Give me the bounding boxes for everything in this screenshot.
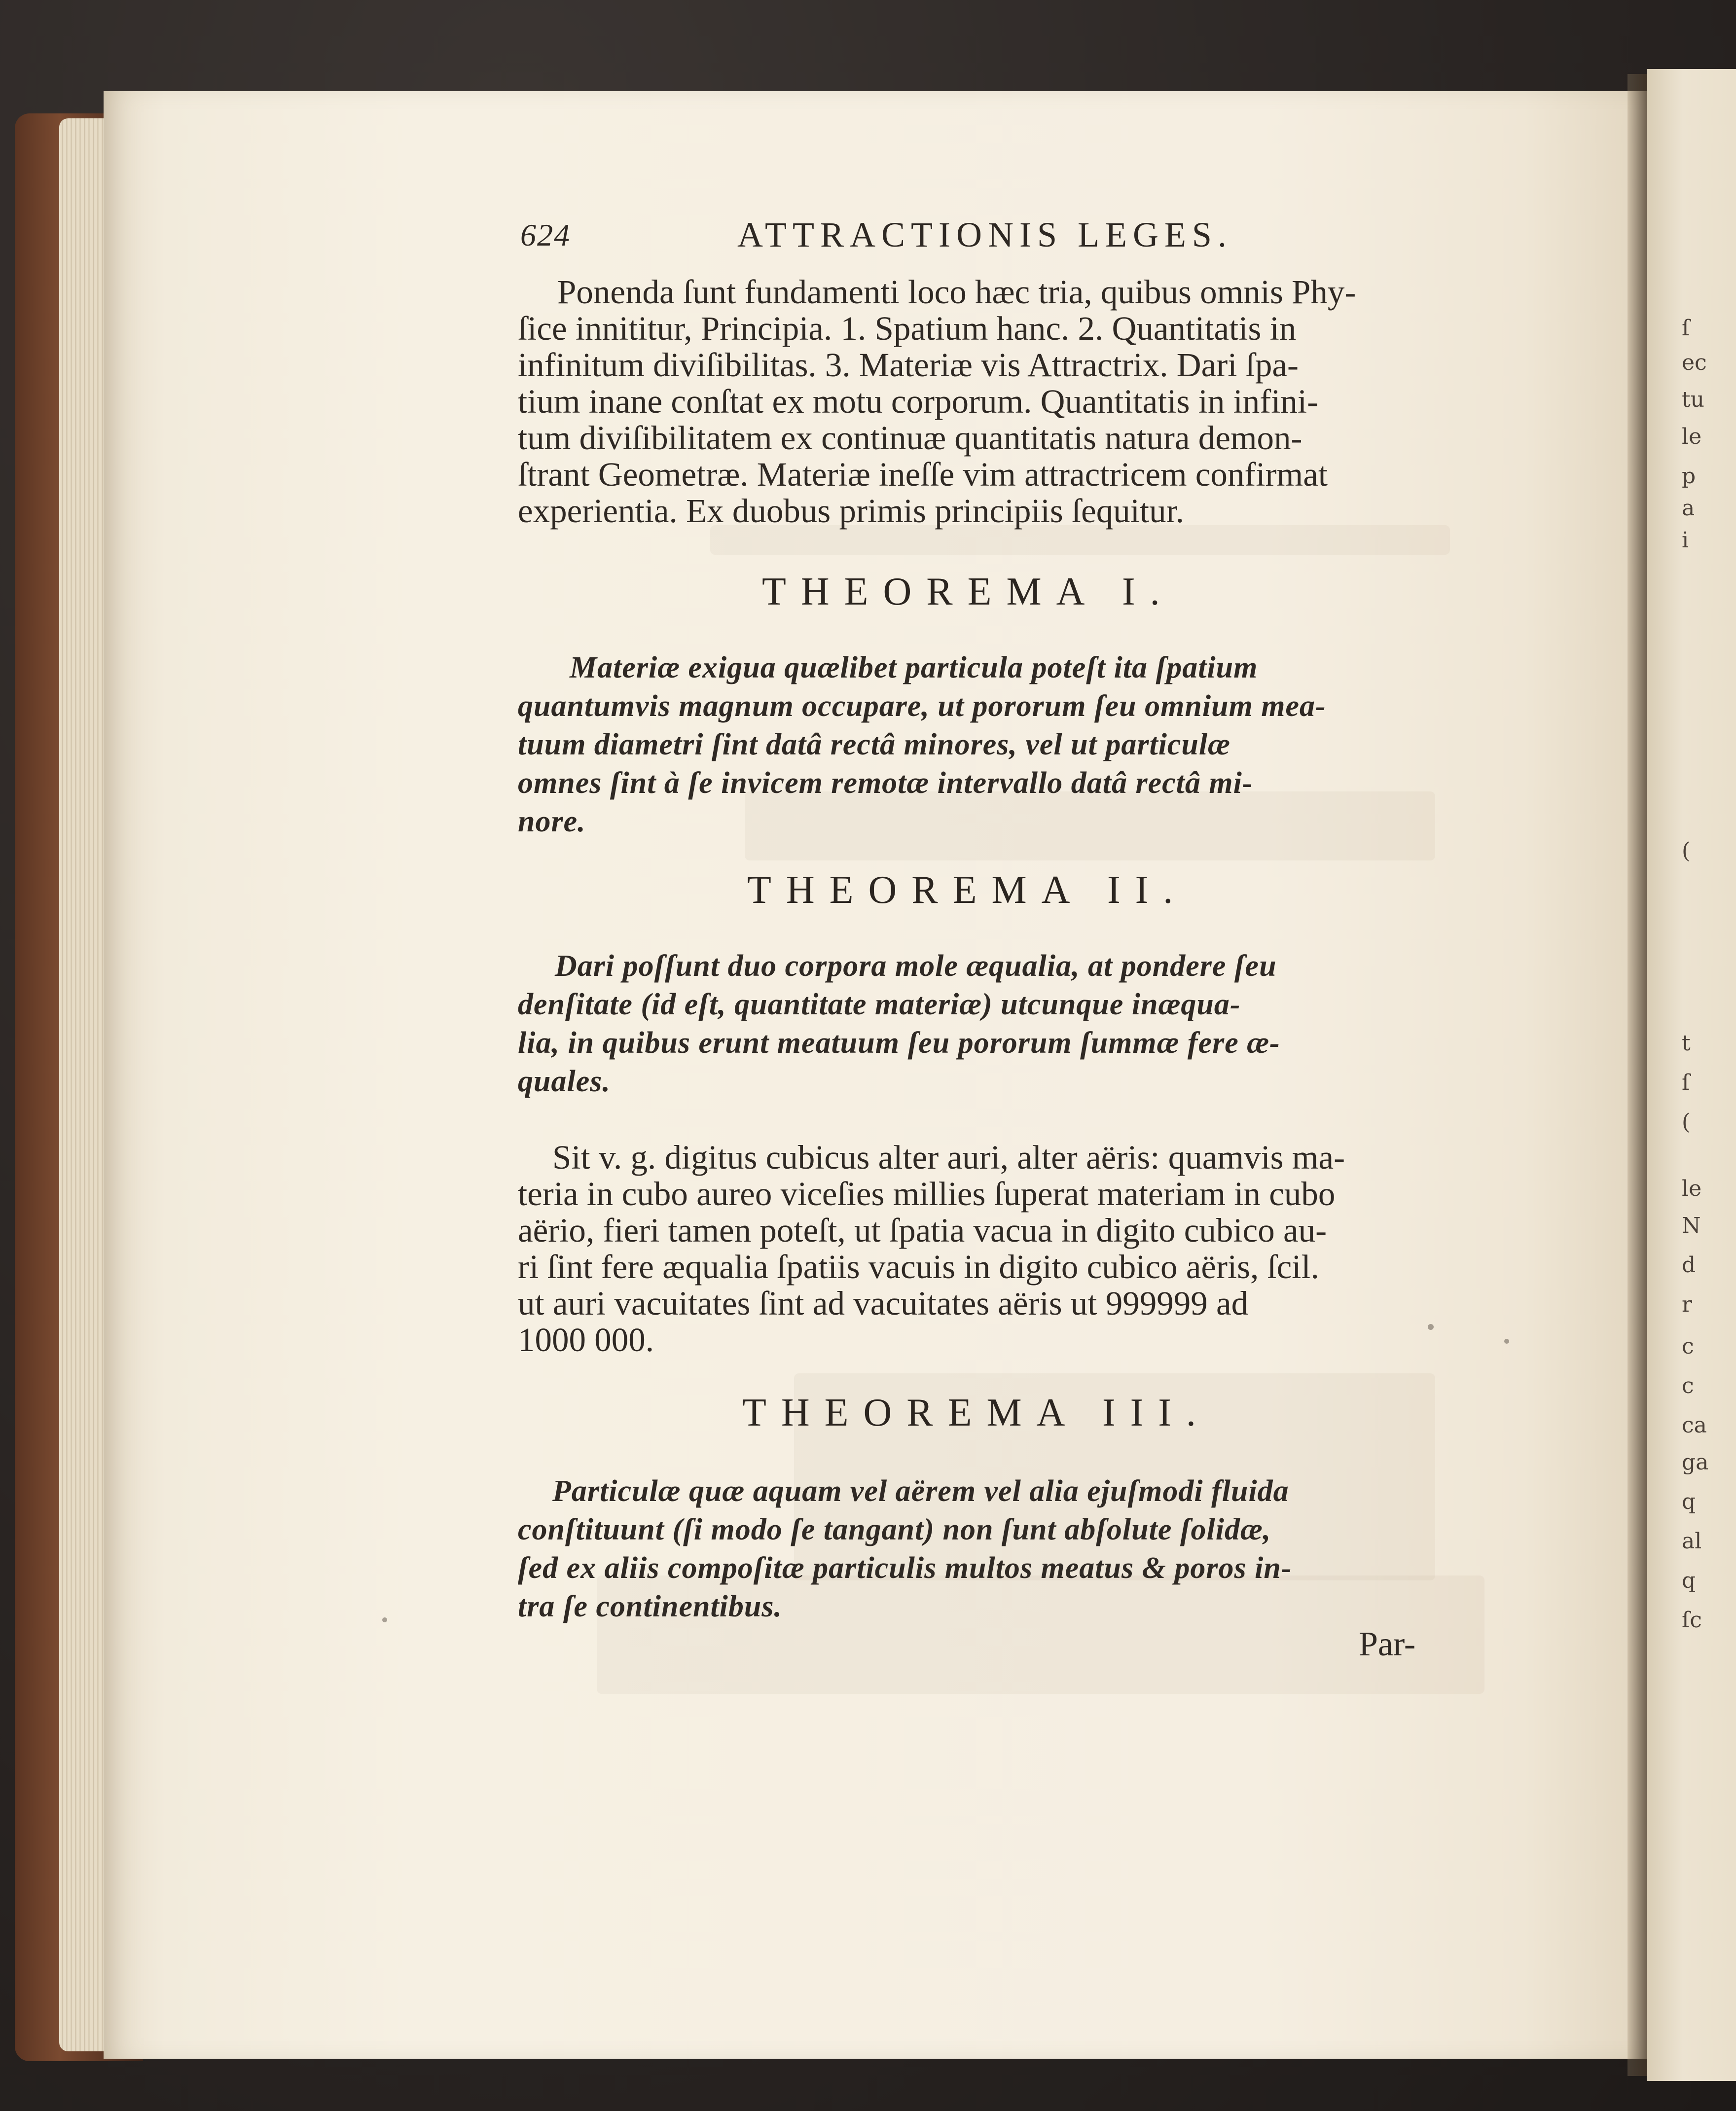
page-number: 624: [520, 217, 571, 252]
adjacent-fragment: (: [1682, 838, 1691, 863]
text-line: ut auri vacuitates ſint ad vacuitates aëris ut 999999 ad: [518, 1285, 1249, 1322]
adjacent-fragment: ca: [1682, 1413, 1707, 1438]
adjacent-fragment: ga: [1682, 1450, 1709, 1475]
ink-speck: [1504, 1339, 1509, 1344]
text-line: 1000 000.: [518, 1321, 654, 1359]
text-line: conſtituunt (ſi modo ſe tangant) non ſunt abſolute ſolidæ,: [518, 1513, 1271, 1546]
adjacent-fragment: a: [1682, 496, 1695, 521]
theorem-2-statement: [518, 947, 1280, 1101]
text-line: aërio, fieri tamen poteſt, ut ſpatia vacua in digito cubico au-: [518, 1212, 1327, 1249]
theorem-1-heading: THEOREMA I.: [762, 570, 1175, 613]
page-gutter: [1628, 74, 1647, 2076]
text-line: ſtrant Geometræ. Materiæ ineſſe vim attractricem confirmat: [518, 456, 1328, 493]
text-line: nore.: [518, 805, 586, 838]
adjacent-fragment: ec: [1682, 350, 1707, 375]
text-line: infinitum diviſibilitas. 3. Materiæ vis Attractrix. Dari ſpa-: [518, 346, 1299, 384]
text-line: denſitate (id eſt, quantitate materiæ) utcunque inæqua-: [518, 988, 1241, 1021]
adjacent-fragment: le: [1682, 424, 1702, 449]
text-line: tuum diametri ſint datâ rectâ minores, vel ut particulæ: [518, 728, 1230, 761]
example-paragraph: [518, 1139, 1345, 1358]
text-line: ſice innititur, Principia. 1. Spatium hanc. 2. Quantitatis in: [518, 310, 1297, 347]
adjacent-fragment: i: [1682, 528, 1689, 553]
text-line: quales.: [518, 1065, 611, 1098]
adjacent-fragment: tu: [1682, 387, 1705, 412]
adjacent-fragment: ſ: [1682, 316, 1690, 341]
adjacent-fragment: ſc: [1682, 1608, 1702, 1633]
adjacent-fragment: c: [1682, 1334, 1694, 1359]
running-head: ATTRACTIONIS LEGES.: [737, 215, 1232, 254]
text-line: Particulæ quæ aquam vel aërem vel alia ejuſmodi fluida: [552, 1474, 1289, 1508]
catchword: Par-: [1359, 1625, 1416, 1663]
adjacent-fragment: c: [1682, 1373, 1694, 1398]
adjacent-fragment: q: [1682, 1489, 1696, 1514]
text-line: ſed ex aliis compoſitæ particulis multos meatus & poros in-: [518, 1551, 1292, 1585]
text-line: teria in cubo aureo viceſies millies ſuperat materiam in cubo: [518, 1175, 1336, 1213]
text-line: tium inane conſtat ex motu corporum. Quantitatis in infini-: [518, 383, 1319, 420]
adjacent-fragment: (: [1682, 1109, 1691, 1135]
text-line: tum diviſibilitatem ex continuæ quantitatis natura demon-: [518, 419, 1302, 457]
adjacent-page: [1647, 69, 1736, 2081]
adjacent-fragment: N: [1682, 1213, 1701, 1238]
page-header: [520, 210, 1586, 269]
text-line: lia, in quibus erunt meatuum ſeu pororum ſummæ fere æ-: [518, 1026, 1280, 1060]
text-line: omnes ſint à ſe invicem remotæ intervallo datâ rectâ mi-: [518, 766, 1253, 800]
intro-paragraph: [518, 274, 1356, 529]
text-line: tra ſe continentibus.: [518, 1590, 783, 1623]
text-line: Sit v. g. digitus cubicus alter auri, alter aëris: quamvis ma-: [552, 1139, 1345, 1176]
text-line: Dari poſſunt duo corpora mole æqualia, at pondere ſeu: [555, 949, 1277, 983]
text-line: ri ſint fere æqualia ſpatiis vacuis in digito cubico aëris, ſcil.: [518, 1248, 1319, 1286]
adjacent-fragment: t: [1682, 1031, 1691, 1056]
adjacent-fragment: ſ: [1682, 1070, 1690, 1095]
ink-speck: [382, 1617, 387, 1622]
show-through: [710, 525, 1450, 555]
adjacent-fragment: p: [1682, 464, 1696, 489]
ink-speck: [1428, 1324, 1434, 1330]
adjacent-fragment: le: [1682, 1176, 1702, 1201]
theorem-1-statement: [518, 648, 1326, 841]
adjacent-fragment: r: [1682, 1292, 1693, 1317]
adjacent-fragment: al: [1682, 1529, 1702, 1554]
adjacent-fragment: d: [1682, 1252, 1696, 1278]
text-line: Materiæ exigua quælibet particula poteſt ita ſpatium: [570, 651, 1258, 684]
theorem-2-heading: THEOREMA II.: [747, 868, 1188, 912]
text-line: experientia. Ex duobus primis principiis ſequitur.: [518, 492, 1185, 530]
theorem-3-heading: THEOREMA III.: [742, 1391, 1211, 1434]
theorem-3-statement: [518, 1472, 1292, 1626]
adjacent-fragment: q: [1682, 1568, 1696, 1593]
text-line: Ponenda ſunt fundamenti loco hæc tria, quibus omnis Phy-: [557, 273, 1356, 311]
text-line: quantumvis magnum occupare, ut pororum ſeu omnium mea-: [518, 689, 1326, 723]
